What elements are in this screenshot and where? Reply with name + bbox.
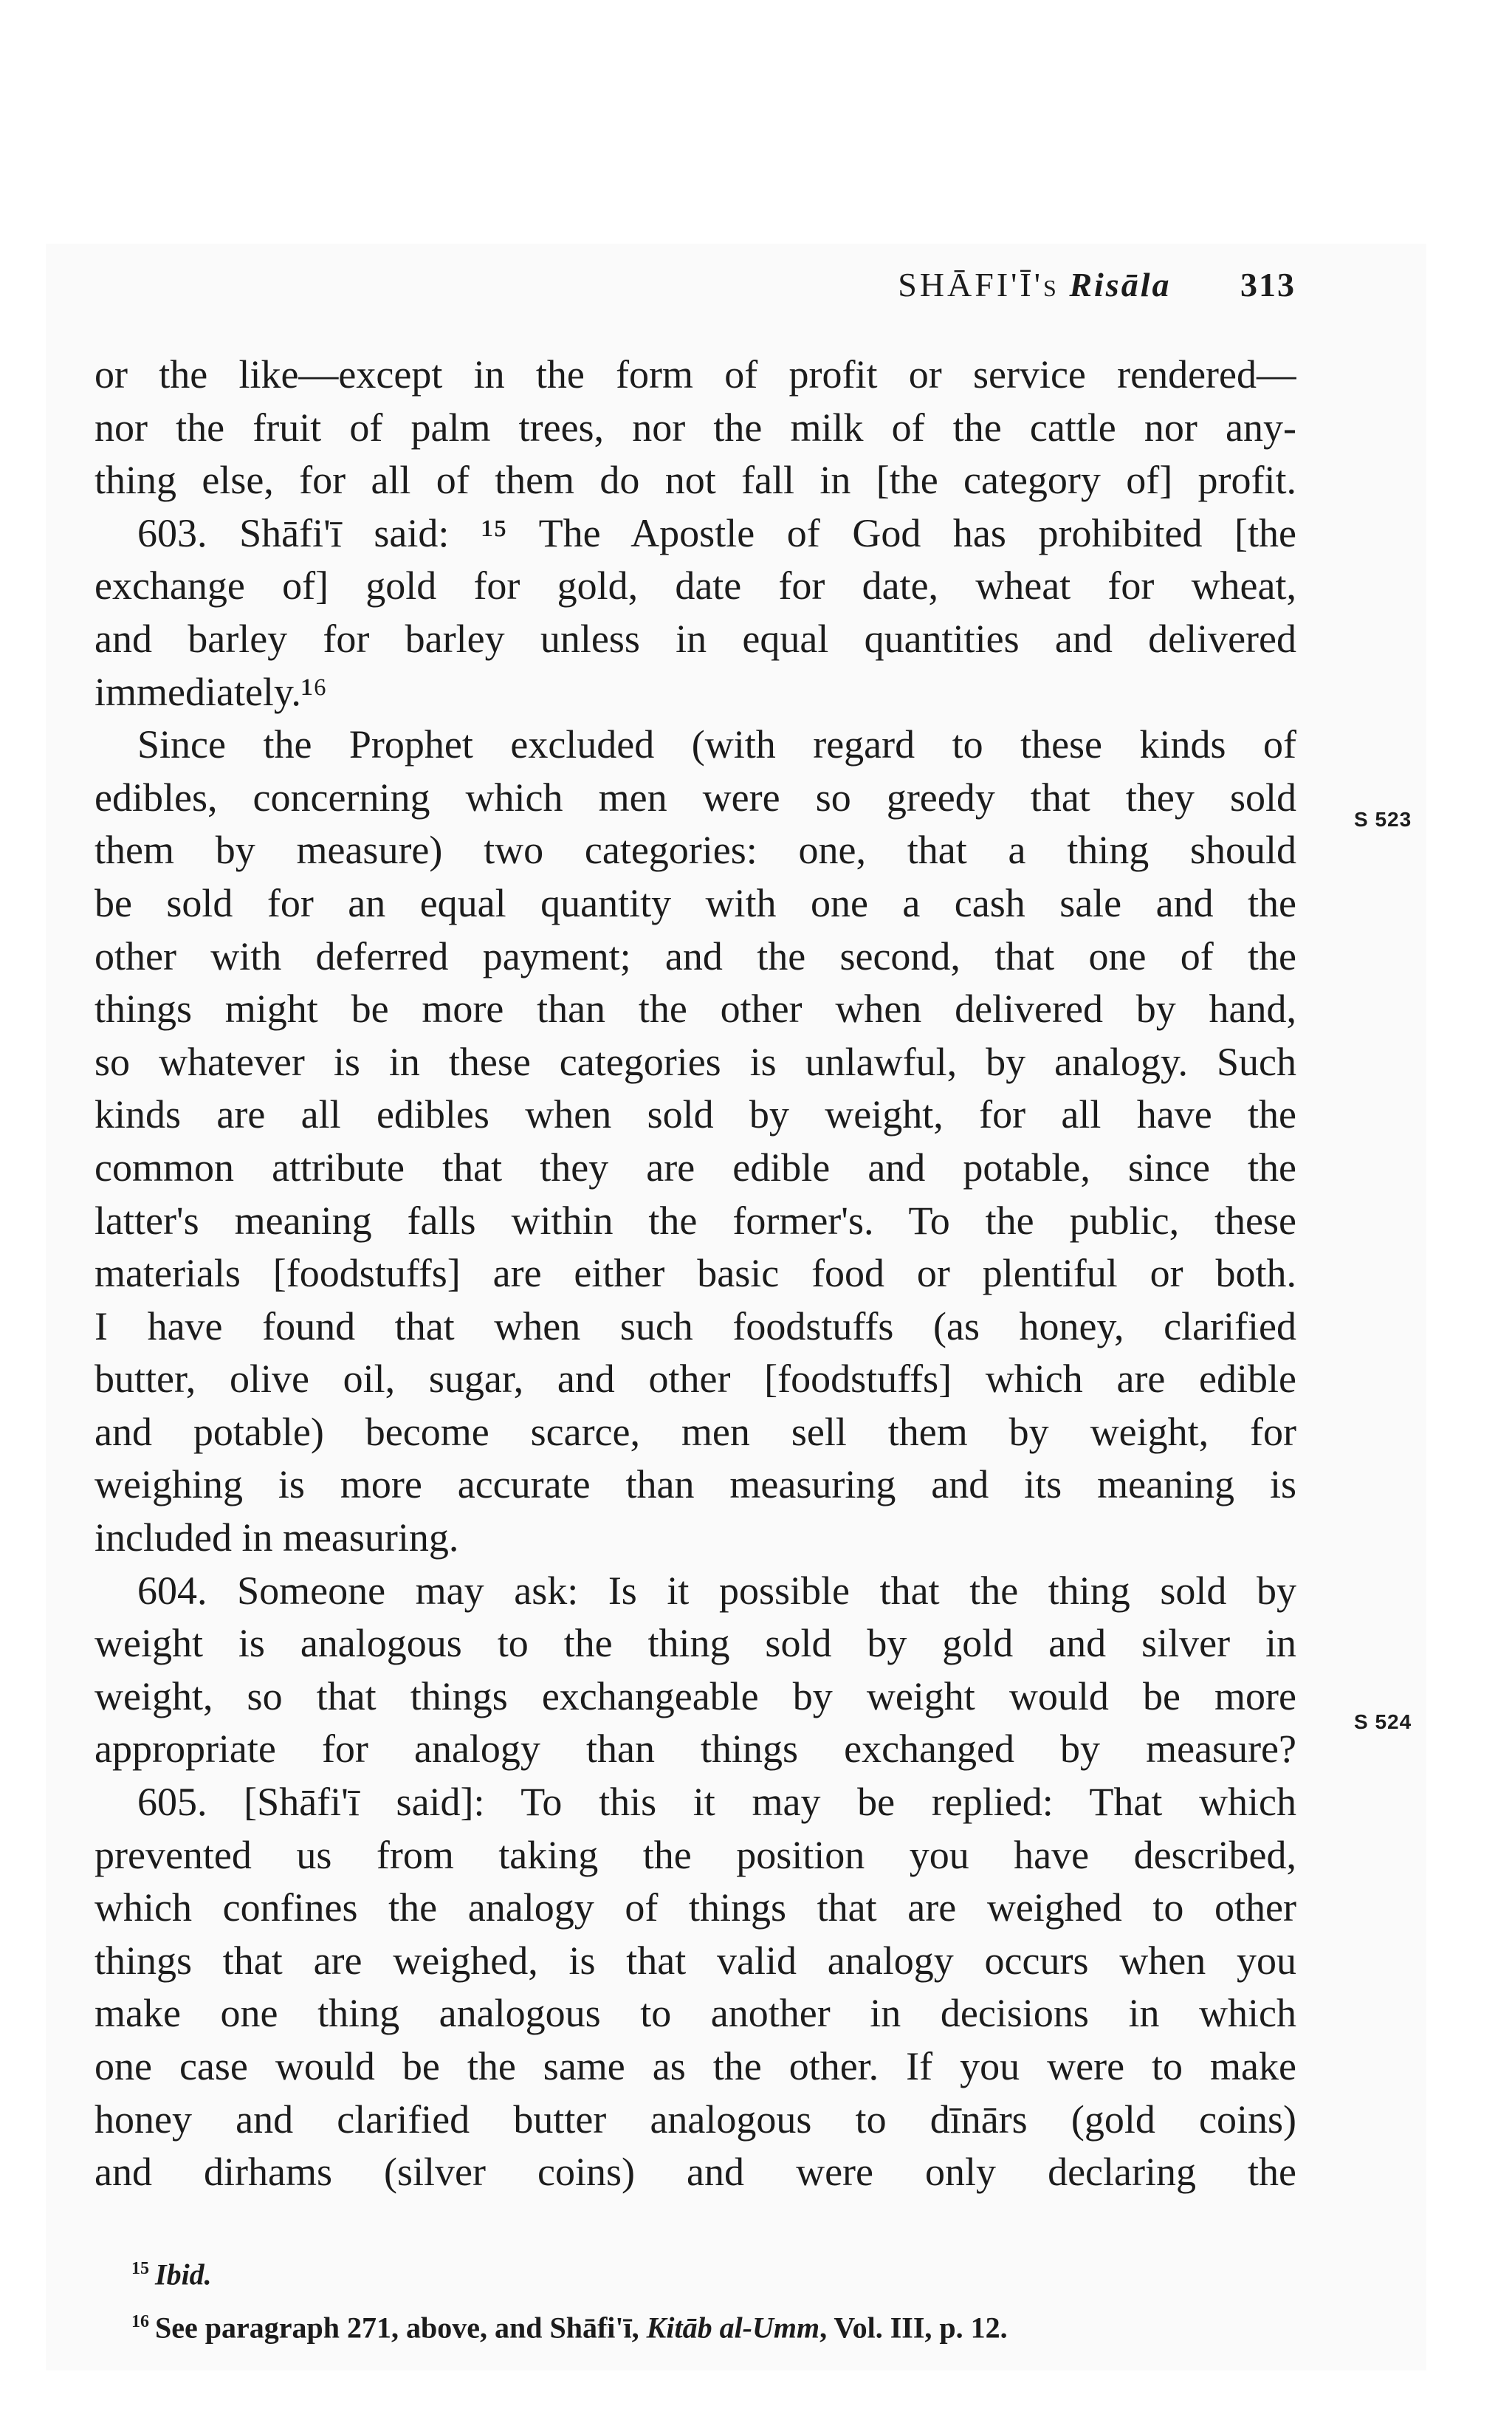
text-line: exchange of] gold for gold, date for date, wheat for wheat, [94, 563, 1296, 608]
text-line: materials [foodstuffs] are either basic food or plentiful or both. [94, 1251, 1296, 1296]
running-head: SHĀFI'Ī's [898, 266, 1059, 304]
page-number: 313 [1240, 266, 1296, 304]
margin-note-s524: S 524 [1354, 1710, 1412, 1733]
text-line: immediately.¹⁶ [94, 669, 327, 714]
text-line: weighing is more accurate than measuring and its meaning is [94, 1462, 1296, 1507]
text-line: which confines the analogy of things that are weighed to other [94, 1885, 1296, 1930]
text-line: latter's meaning falls within the former's. To the public, these [94, 1198, 1296, 1243]
footnote-text-end: , Vol. III, p. 12. [819, 2311, 1008, 2345]
text-line: prevented us from taking the position you have described, [94, 1832, 1296, 1877]
footnote-mark: 16 [131, 2312, 149, 2332]
paragraph-605-start: 605. [Shāfi'ī said]: To this it may be replied: That which [137, 1780, 1296, 1825]
paragraph-604-start: 604. Someone may ask: Is it possible that the thing sold by [137, 1568, 1296, 1613]
text-line: edibles, concerning which men were so greedy that they sold [94, 775, 1296, 820]
text-line: appropriate for analogy than things exchanged by measure? [94, 1727, 1296, 1772]
text-line: common attribute that they are edible and potable, since the [94, 1145, 1296, 1190]
footnote-mark: 15 [131, 2259, 149, 2278]
margin-note-s523: S 523 [1354, 808, 1412, 831]
text-line: butter, olive oil, sugar, and other [foodstuffs] which are edible [94, 1357, 1296, 1402]
text-line: be sold for an equal quantity with one a cash sale and the [94, 880, 1296, 925]
text-line: so whatever is in these categories is unlawful, by analogy. Such [94, 1039, 1296, 1084]
footnote-book-title: Kitāb al-Umm [646, 2311, 820, 2345]
text-line: make one thing analogous to another in decisions in which [94, 1991, 1296, 2036]
footnote-text: Ibid. [155, 2258, 212, 2291]
text-line: honey and clarified butter analogous to dīnārs (gold coins) [94, 2097, 1296, 2142]
text-line: or the like—except in the form of profit or service rendered— [94, 352, 1296, 397]
text-line: thing else, for all of them do not fall in [the category of] profit. [94, 458, 1296, 503]
text-line: weight is analogous to the thing sold by gold and silver in [94, 1621, 1296, 1666]
text-line: nor the fruit of palm trees, nor the milk of the cattle nor any- [94, 405, 1296, 450]
text-line: kinds are all edibles when sold by weight, for all have the [94, 1092, 1296, 1137]
text-line: and potable) become scarce, men sell them by weight, for [94, 1409, 1296, 1454]
text-line: them by measure) two categories: one, that a thing should [94, 828, 1296, 873]
page-header [0, 264, 1296, 306]
text-line: other with deferred payment; and the second, that one of the [94, 933, 1296, 978]
paragraph-603-start: 603. Shāfi'ī said: ¹⁵ The Apostle of God has prohibited [the [137, 510, 1296, 555]
body-text [94, 349, 1296, 2199]
footnote-text: See paragraph 271, above, and Shāfi'ī, [155, 2311, 647, 2345]
text-line: things might be more than the other when delivered by hand, [94, 987, 1296, 1032]
text-line: things that are weighed, is that valid analogy occurs when you [94, 1938, 1296, 1983]
footnote-15 [131, 2245, 1313, 2298]
running-title: Risāla [1069, 266, 1172, 304]
text-line: weight, so that things exchangeable by weight would be more [94, 1673, 1296, 1718]
footnote-16 [131, 2298, 1313, 2351]
footnotes [131, 2245, 1313, 2352]
text-line: included in measuring. [94, 1515, 459, 1560]
paragraph-start: Since the Prophet excluded (with regard to these kinds of [137, 722, 1296, 767]
text-line: and barley for barley unless in equal quantities and delivered [94, 616, 1296, 661]
text-line: and dirhams (silver coins) and were only declaring the [94, 2150, 1296, 2195]
text-line: I have found that when such foodstuffs (as honey, clarified [94, 1303, 1296, 1348]
text-line: one case would be the same as the other. If you were to make [94, 2044, 1296, 2088]
